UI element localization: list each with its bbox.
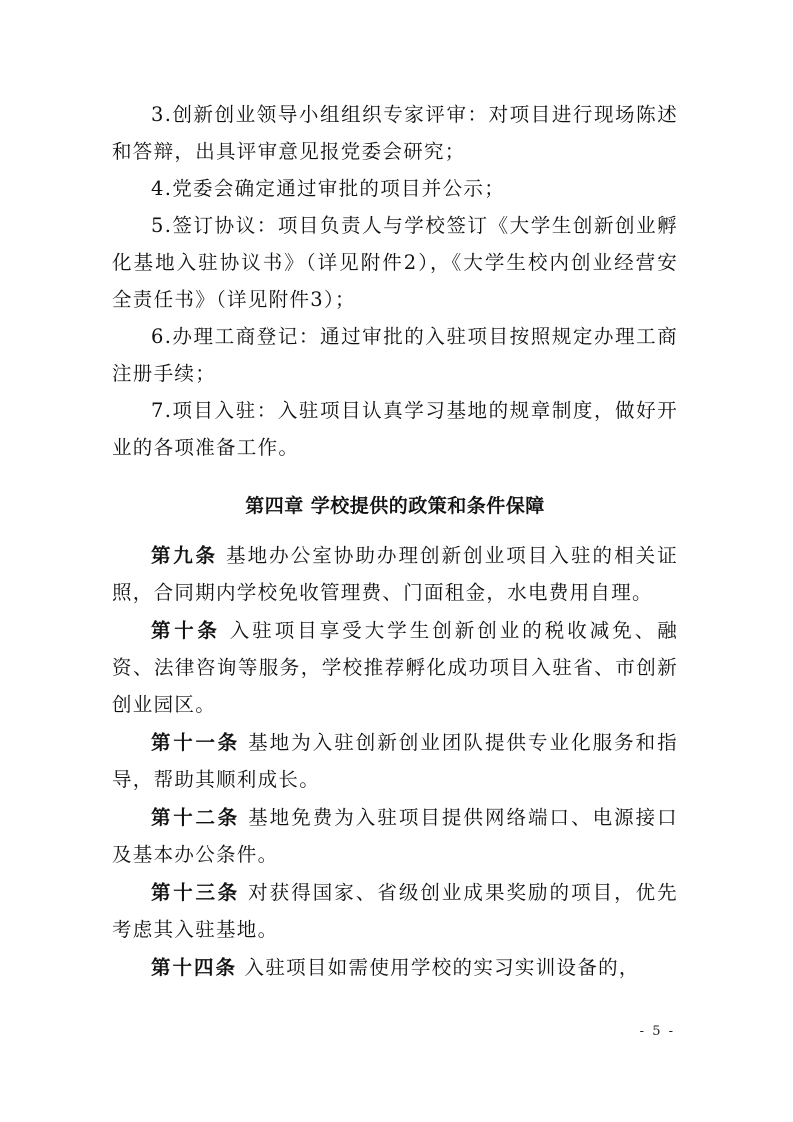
article-12 [112, 799, 678, 873]
article-label: 第十条 [151, 619, 221, 642]
article-text: 入驻项目如需使用学校的实习实训设备的， [244, 956, 640, 979]
step-5-paragraph: 5.签订协议：项目负责人与学校签订《大学生创新创业孵化基地入驻协议书》（详见附件2），《大学生校内创业经营安全责任书》（详见附件3）； [112, 214, 678, 311]
step-7-paragraph: 7.项目入驻：入驻项目认真学习基地的规章制度，做好开业的各项准备工作。 [112, 399, 678, 459]
article-text: 入驻项目享受大学生创新创业的税收减免、融资、法律咨询等服务，学校推荐孵化成功项目入驻省、市创新创业园区。 [112, 619, 678, 716]
article-9 [112, 537, 678, 611]
article-13 [112, 874, 678, 948]
article-label: 第十二条 [151, 806, 240, 829]
article-text: 对获得国家、省级创业成果奖励的项目，优先考虑其入驻基地。 [112, 881, 678, 941]
article-text: 基地办公室协助办理创新创业项目入驻的相关证照，合同期内学校免收管理费、门面租金，水电费用自理。 [112, 544, 678, 604]
article-label: 第十三条 [151, 881, 240, 904]
step-3-paragraph: 3.创新创业领导小组组织专家评审：对项目进行现场陈述和答辩，出具评审意见报党委会研究； [112, 103, 678, 163]
article-label: 第九条 [151, 544, 218, 567]
article-label: 第十一条 [151, 731, 240, 754]
article-label: 第十四条 [151, 956, 238, 979]
article-11 [112, 724, 678, 798]
page-number: - 5 - [639, 1024, 675, 1039]
step-4-paragraph: 4.党委会确定通过审批的项目并公示； [151, 177, 506, 200]
chapter-title: 第四章 学校提供的政策和条件保障 [245, 495, 545, 517]
article-10 [112, 612, 678, 723]
article-14 [112, 949, 678, 986]
document-page [112, 96, 678, 986]
step-6-paragraph: 6.办理工商登记：通过审批的入驻项目按照规定办理工商注册手续； [112, 325, 678, 385]
article-text: 基地为入驻创新创业团队提供专业化服务和指导，帮助其顺利成长。 [112, 731, 678, 791]
article-text: 基地免费为入驻项目提供网络端口、电源接口及基本办公条件。 [112, 806, 678, 866]
